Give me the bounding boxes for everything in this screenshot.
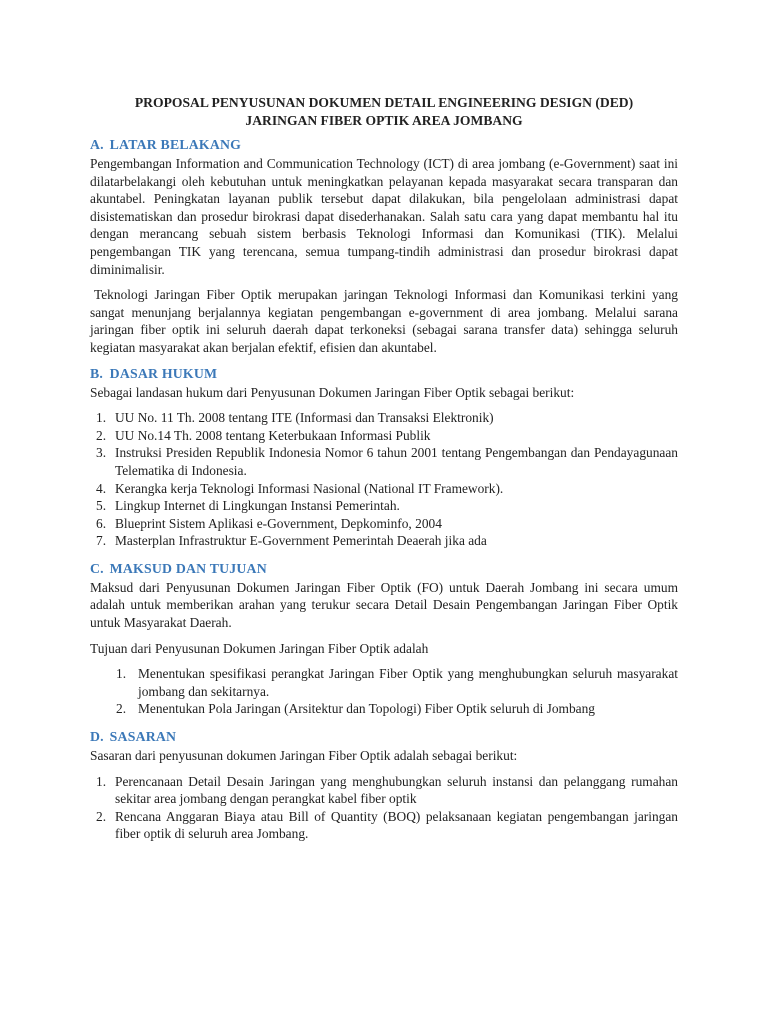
document-body <box>90 94 678 843</box>
list-item <box>90 427 678 445</box>
list-item-text: Masterplan Infrastruktur E-Government Pemerintah Deaerah jika ada <box>115 533 487 549</box>
list-item-number: 2. <box>96 427 107 443</box>
list-item-text: Lingkup Internet di Lingkungan Instansi Pemerintah. <box>115 498 400 514</box>
section-d-title: SASARAN <box>109 729 177 745</box>
section-a-paragraph-1: Pengembangan Information and Communication Technology (ICT) di area jombang (e-Government) saat ini dilatarbelakangi oleh kebutuhan untuk meningkatkan pelayanan kepada masyarakat secara transparan dan akuntabel. Peningkatan layanan publik tersebut dapat dilakukan, bila pengelolaan administrasi dapat disistematiskan dan prosedur birokrasi dapat disederhanakan. Salah satu cara yang dapat membantu hal itu dengan merancang sebuah sistem berbasis Teknologi Informasi dan Komunikasi (TIK). Melalui pengembangan TIK yang terencana, semua tumpang-tindih administrasi dan prosedur birokrasi dapat diminimalisir. <box>90 156 678 277</box>
section-d-heading <box>90 728 678 746</box>
list-item-number: 5. <box>96 498 107 514</box>
section-a-title: LATAR BELAKANG <box>109 137 242 152</box>
section-a-heading <box>90 136 678 154</box>
section-b-heading <box>90 365 678 383</box>
section-c-heading <box>90 560 678 578</box>
objectives-list <box>90 665 678 718</box>
section-b-title: DASAR HUKUM <box>109 365 218 381</box>
document-title-line-2: JARINGAN FIBER OPTIK AREA JOMBANG <box>245 113 523 128</box>
section-b-letter: B. <box>90 365 104 381</box>
list-item <box>90 773 678 808</box>
list-item-text: Kerangka kerja Teknologi Informasi Nasional (National IT Framework). <box>115 480 504 496</box>
list-item-text: Rencana Anggaran Biaya atau Bill of Quantity (BOQ) pelaksanaan kegiatan pengembangan jaringan fiber optik di seluruh area Jombang. <box>115 808 678 842</box>
list-item <box>90 497 678 515</box>
list-item-text: Blueprint Sistem Aplikasi e-Government, Depkominfo, 2004 <box>115 515 442 531</box>
list-item-number: 2. <box>116 701 127 717</box>
list-item-text: Menentukan Pola Jaringan (Arsitektur dan Topologi) Fiber Optik seluruh di Jombang <box>138 701 596 717</box>
section-d-letter: D. <box>90 729 104 745</box>
section-a-paragraph-2: Teknologi Jaringan Fiber Optik merupakan jaringan Teknologi Informasi dan Komunikasi terkini yang sangat menunjang berjalannya kegiatan pengembangan e-government di area jombang. Melalui sarana jaringan fiber optik ini seluruh daerah dapat terkoneksi (sebagai sarana transfer data) sehingga seluruh kegiatan masyarakat akan berjalan efektif, efisien dan akuntabel. <box>90 287 678 355</box>
list-item-number: 1. <box>116 666 127 682</box>
section-b-intro: Sebagai landasan hukum dari Penyusunan Dokumen Jaringan Fiber Optik sebagai berikut: <box>90 384 575 400</box>
list-item-number: 4. <box>96 480 107 496</box>
list-item-number: 1. <box>96 410 107 426</box>
section-d-intro: Sasaran dari penyusunan dokumen Jaringan Fiber Optik adalah sebagai berikut: <box>90 748 518 764</box>
list-item <box>90 444 678 479</box>
list-item-number: 2. <box>96 808 107 824</box>
list-item <box>90 700 678 718</box>
targets-list <box>90 773 678 843</box>
section-c-letter: C. <box>90 560 104 576</box>
list-item-text: Menentukan spesifikasi perangkat Jaringan Fiber Optik yang menghubungkan seluruh masyarakat jombang dan sekitarnya. <box>138 666 678 699</box>
section-a-letter: A. <box>90 137 104 152</box>
section-c-title: MAKSUD DAN TUJUAN <box>109 560 267 576</box>
document-title-line-1: PROPOSAL PENYUSUNAN DOKUMEN DETAIL ENGINEERING DESIGN (DED) <box>134 95 634 110</box>
list-item-number: 7. <box>96 533 107 549</box>
list-item <box>90 808 678 843</box>
list-item <box>90 409 678 427</box>
list-item-number: 6. <box>96 515 107 531</box>
list-item <box>90 665 678 700</box>
list-item <box>90 532 678 550</box>
list-item-text: Instruksi Presiden Republik Indonesia Nomor 6 tahun 2001 tentang Pengembangan dan Pendayagunaan Telematika di Indonesia. <box>115 445 678 478</box>
section-c-paragraph-2: Tujuan dari Penyusunan Dokumen Jaringan Fiber Optik adalah <box>90 640 429 656</box>
legal-basis-list <box>90 409 678 550</box>
section-c-paragraph-1: Maksud dari Penyusunan Dokumen Jaringan Fiber Optik (FO) untuk Daerah Jombang ini secara umum adalah untuk memberikan arahan yang terukur secara Detail Desain Pengembangan Jaringan Fiber Optik untuk Masyarakat Daerah. <box>90 579 678 631</box>
list-item-text: UU No. 11 Th. 2008 tentang ITE (Informasi dan Transaksi Elektronik) <box>115 410 494 426</box>
list-item-number: 1. <box>96 773 107 789</box>
list-item-text: Perencanaan Detail Desain Jaringan yang menghubungkan seluruh instansi dan pelanggang rumahan sekitar area jombang dengan perangkat kabel fiber optik <box>115 773 678 807</box>
list-item-number: 3. <box>96 445 107 461</box>
list-item <box>90 515 678 533</box>
list-item <box>90 480 678 498</box>
list-item-text: UU No.14 Th. 2008 tentang Keterbukaan Informasi Publik <box>115 427 431 443</box>
